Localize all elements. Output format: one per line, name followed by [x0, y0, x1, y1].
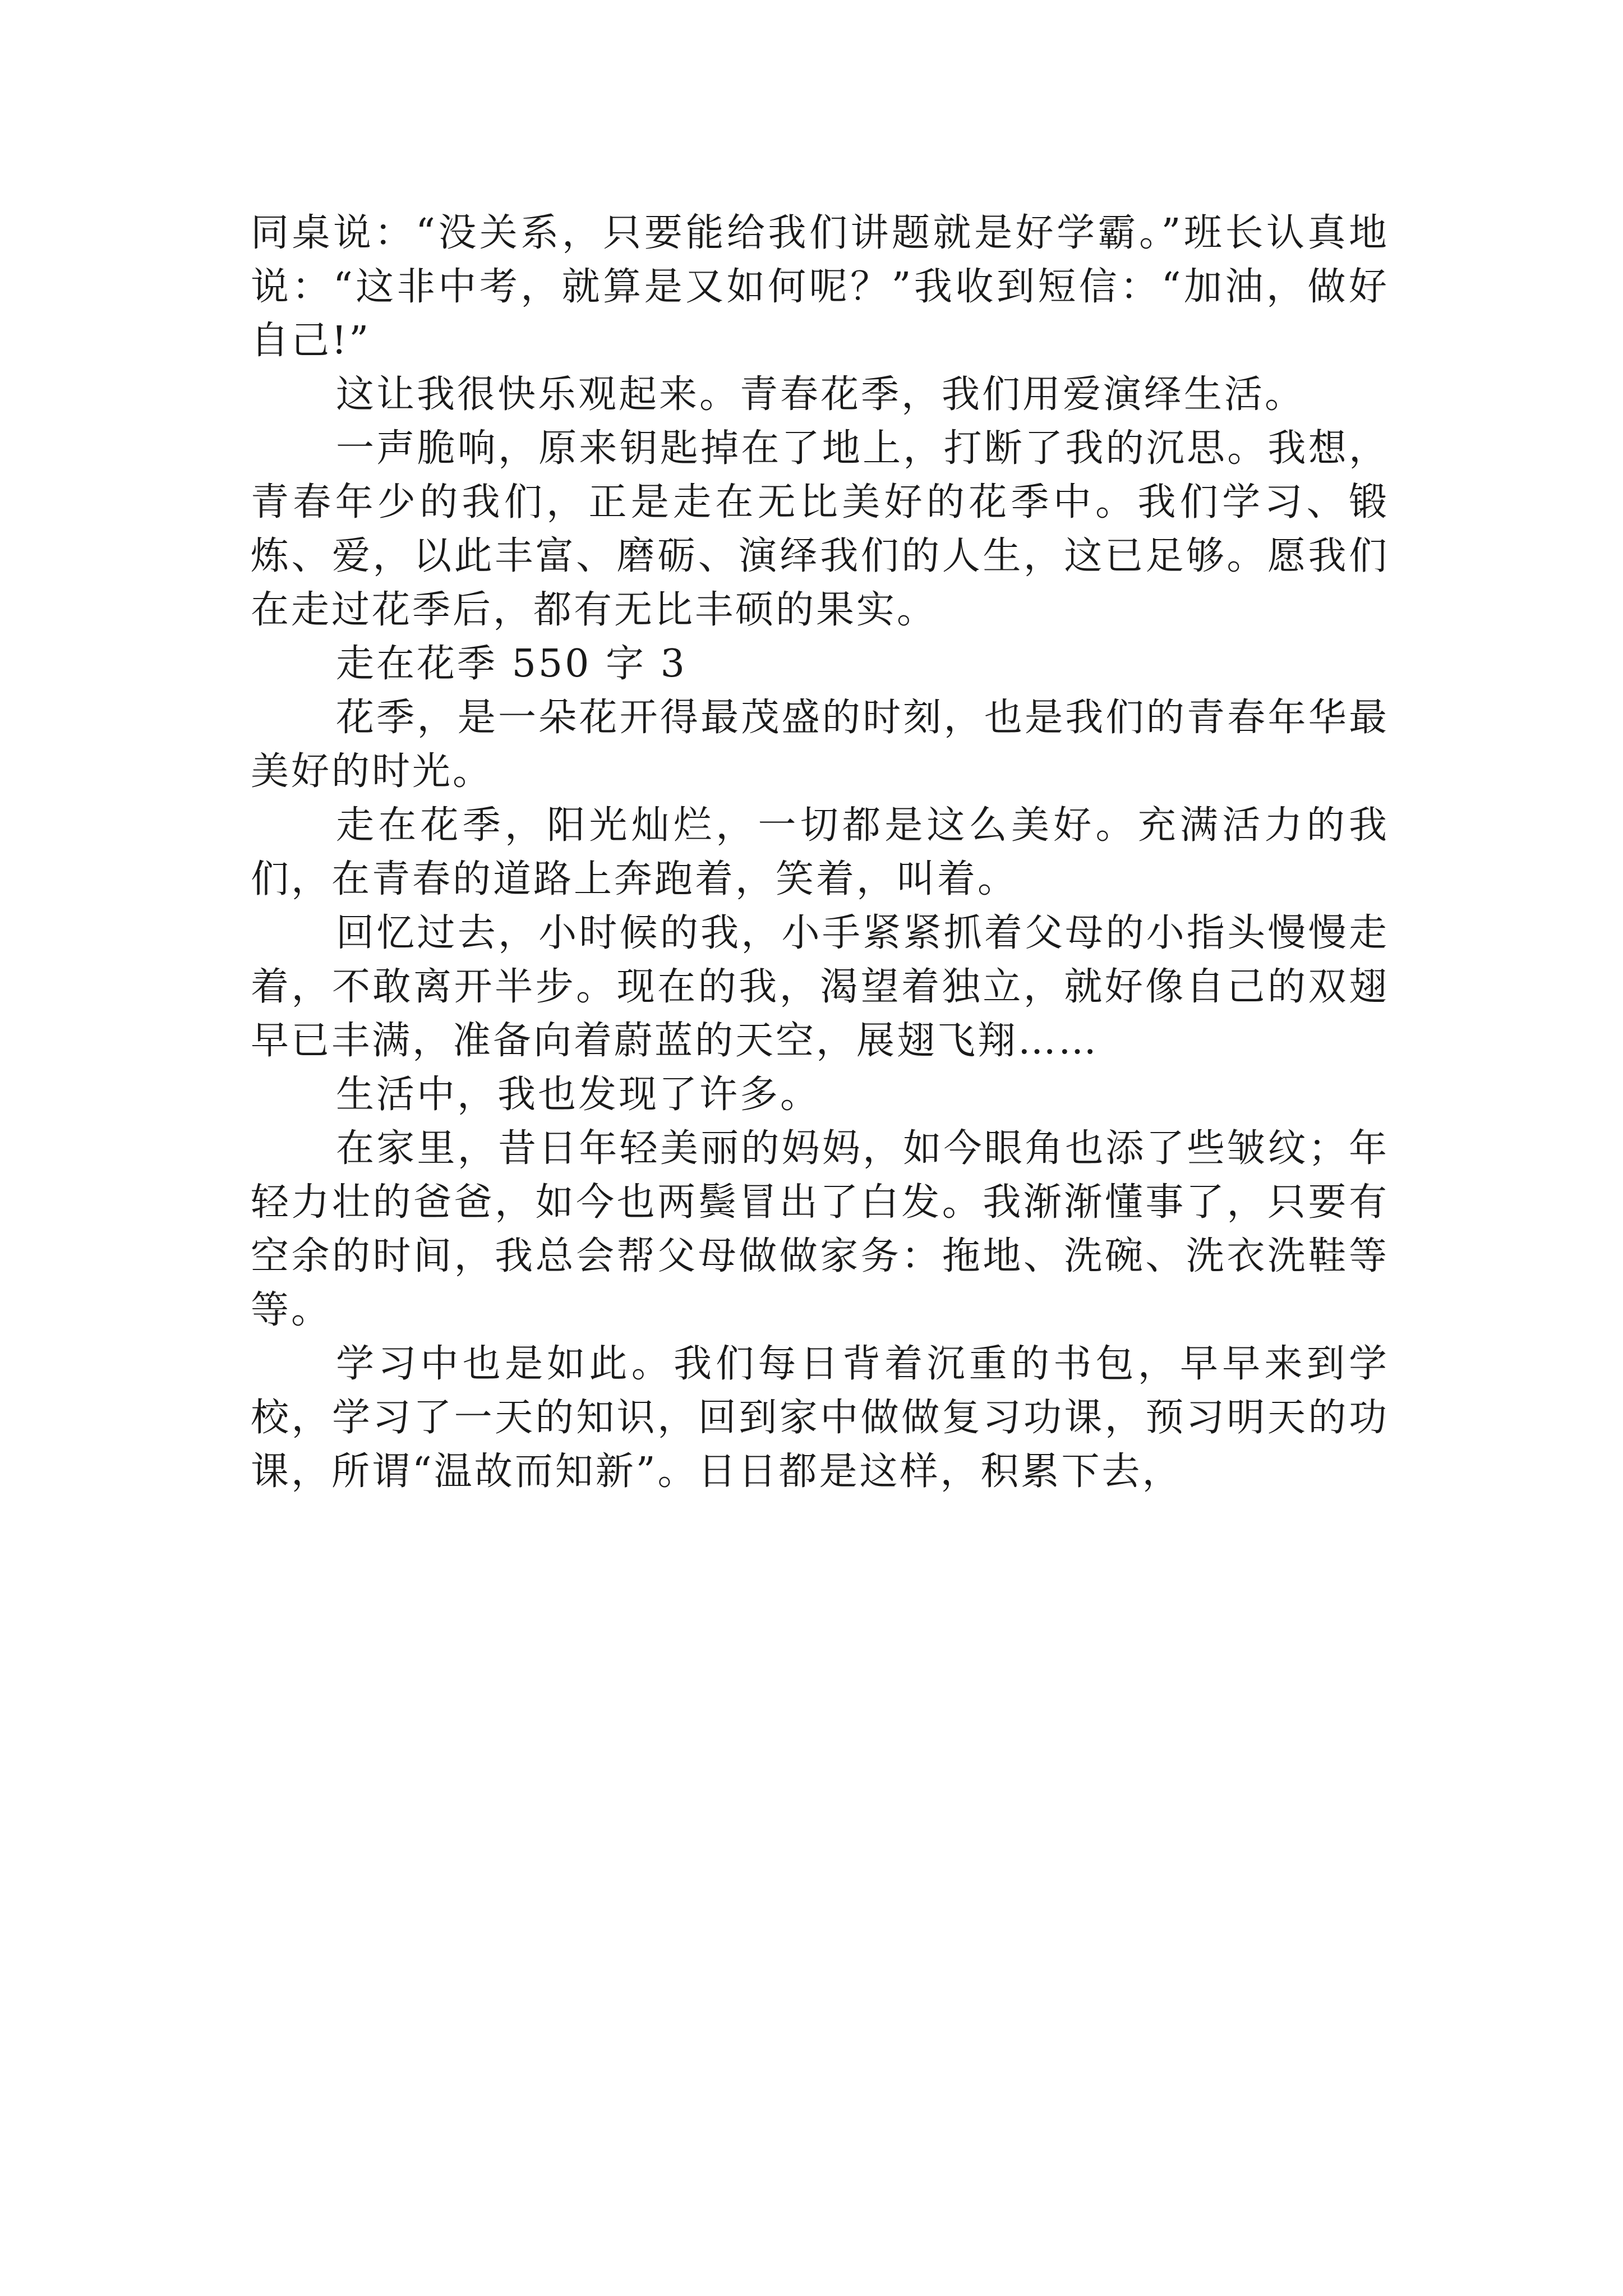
paragraph: 学习中也是如此。我们每日背着沉重的书包，早早来到学校，学习了一天的知识，回到家中做做复习功课，预习明天的功课，所谓“温故而知新”。日日都是这样，积累下去，: [251, 1342, 1389, 1494]
paragraph: 在家里，昔日年轻美丽的妈妈，如今眼角也添了些皱纹；年轻力壮的爸爸，如今也两鬓冒出了白发。我渐渐懂事了，只要有空余的时间，我总会帮父母做做家务：拖地、洗碗、洗衣洗鞋等等。: [251, 1126, 1389, 1332]
paragraph: 回忆过去，小时候的我，小手紧紧抓着父母的小指头慢慢走着，不敢离开半步。现在的我，渴望着独立，就好像自己的双翅早已丰满，准备向着蔚蓝的天空，展翅飞翔……: [251, 911, 1389, 1063]
paragraph: 花季，是一朵花开得最茂盛的时刻，也是我们的青春年华最美好的时光。: [251, 696, 1389, 794]
paragraph: 同桌说：“没关系，只要能给我们讲题就是好学霸。”班长认真地说：“这非中考，就算是又如何呢？”我收到短信：“加油，做好自己!”: [251, 211, 1389, 363]
paragraph: 走在花季，阳光灿烂，一切都是这么美好。充满活力的我们，在青春的道路上奔跑着，笑着，叫着。: [251, 803, 1389, 901]
paragraph: 生活中，我也发现了许多。: [336, 1073, 821, 1117]
body-text: [251, 206, 1389, 1499]
section-heading: 走在花季 550 字 3: [336, 642, 687, 686]
paragraph: 一声脆响，原来钥匙掉在了地上，打断了我的沉思。我想，青春年少的我们，正是走在无比美好的花季中。我们学习、锻炼、爱，以此丰富、磨砺、演绎我们的人生，这已足够。愿我们在走过花季后，都有无比丰硕的果实。: [251, 426, 1389, 632]
paragraph: 这让我很快乐观起来。青春花季，我们用爱演绎生活。: [336, 372, 1306, 417]
